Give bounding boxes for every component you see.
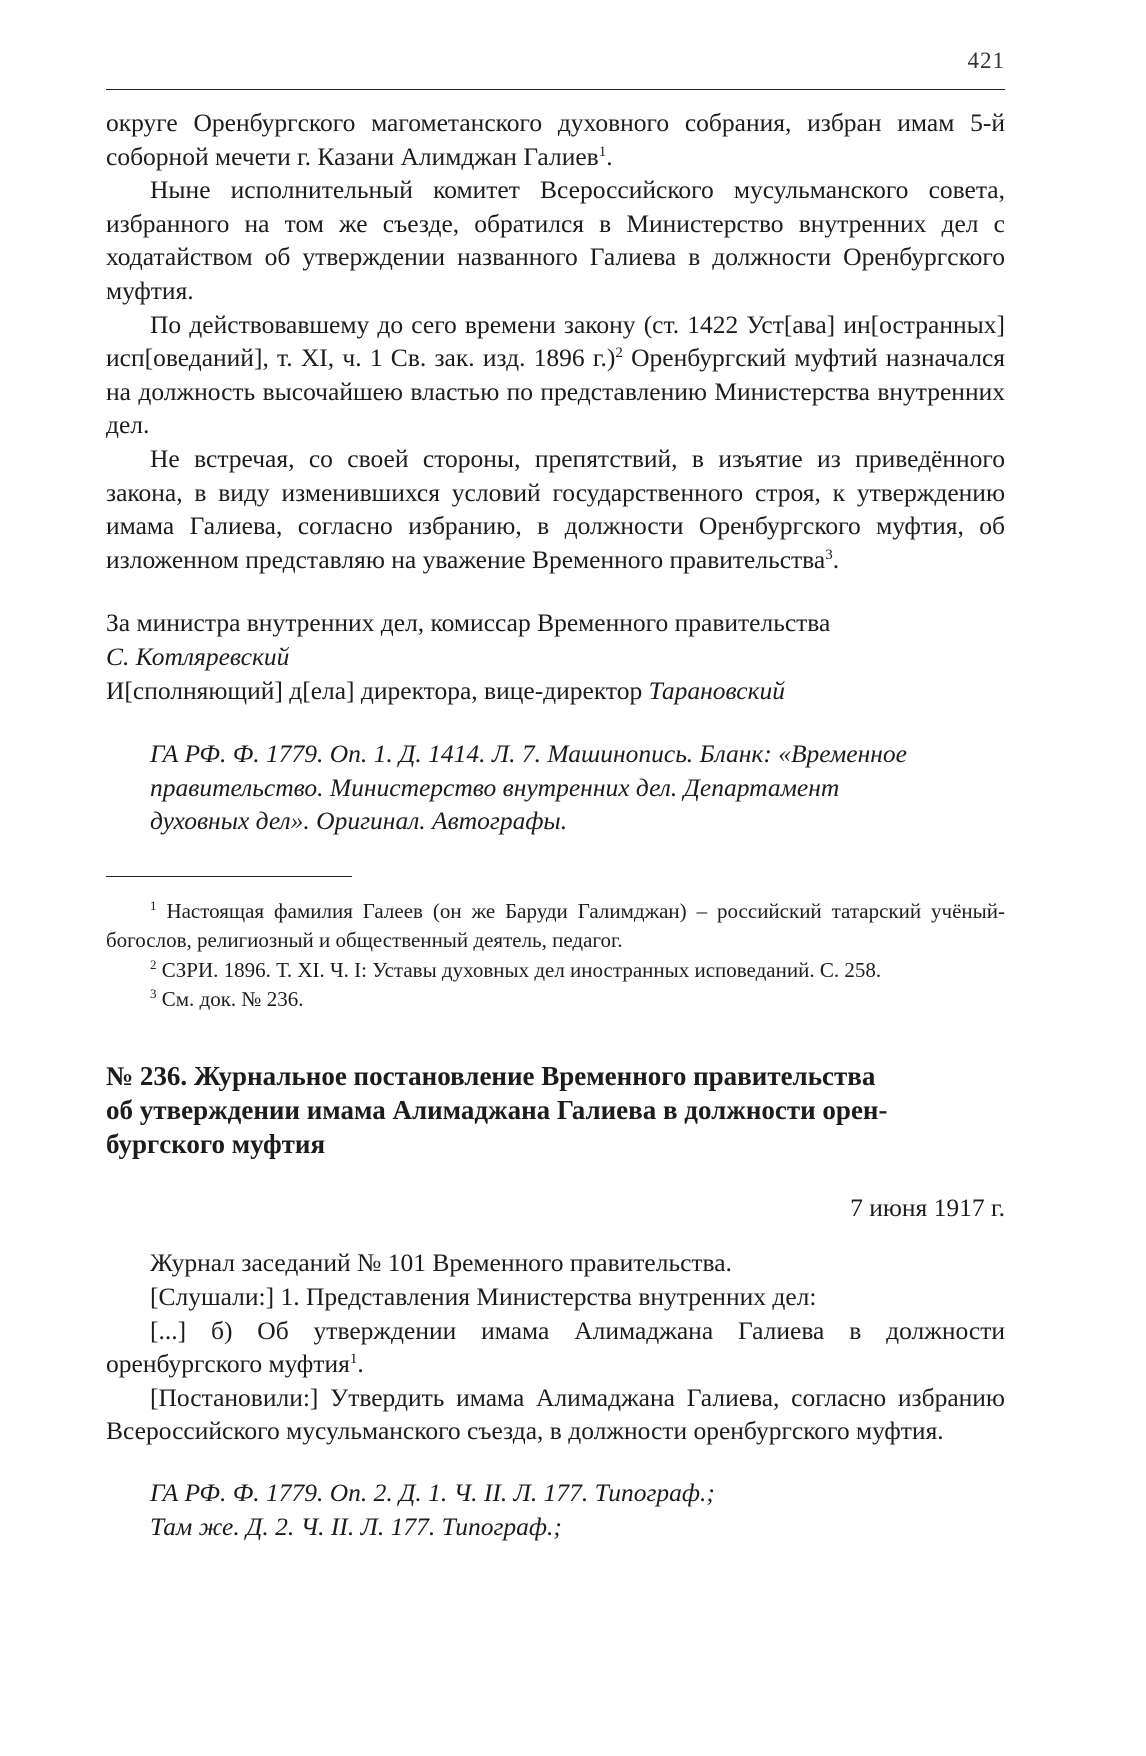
signature-line-3 <box>106 674 1005 708</box>
footnote-3-number: 3 <box>150 986 157 1002</box>
footnote-separator <box>106 876 352 877</box>
signature-name-kotlyarevsky: С. Котляревский <box>106 641 290 671</box>
footnote-1 <box>106 897 1005 956</box>
header-rule <box>106 89 1005 90</box>
archive-1-line-2: правительство. Министерство внутренних дел. Департамент <box>150 772 840 802</box>
signature-line-3-role: И[сполняющий] д[ела] директора, вице-директор <box>106 675 649 705</box>
doc-title-line-3: бургского муфтия <box>106 1128 326 1159</box>
doc-title-line-1: № 236. Журнальное постановление Временного правительства <box>106 1060 876 1091</box>
archive-reference-2 <box>106 1476 1005 1543</box>
journal-footnote-ref: 1 <box>349 1351 358 1368</box>
paragraph-2: Ныне исполнительный комитет Всероссийского мусульманского совета, избранного на том же съезде, обратился в Министерство внутренних дел с ходатайством об утверждении названного Галиева в должности Оренбургского муфтия. <box>106 175 1005 305</box>
archive-reference-1 <box>106 737 1005 838</box>
paragraph-1-end: . <box>606 141 613 171</box>
signature-name-taranovsky: Тарановский <box>648 675 786 705</box>
document-date: 7 июня 1917 г. <box>850 1192 1005 1222</box>
paragraph-1 <box>106 106 1005 173</box>
signature-block <box>106 606 1005 707</box>
footnote-ref-3: 3 <box>825 546 833 563</box>
footnote-1-number: 1 <box>150 897 157 913</box>
paragraph-4-end: . <box>832 544 840 574</box>
journal-line-3 <box>106 1314 1005 1381</box>
document-236-title <box>106 1059 1005 1161</box>
footnote-3 <box>106 985 1005 1015</box>
journal-line-3-text: [...] б) Об утверждении имама Алимаджана Галиева в должности оренбургского муфтия <box>106 1315 1005 1379</box>
paragraph-3 <box>106 308 1005 442</box>
journal-line-2: [Слушали:] 1. Представления Министерства внутренних дел: <box>150 1282 817 1312</box>
paragraph-3-text-a: По действовавшему до сего времени закону (ст. 1422 Уст[ава] ин[остранных] исп[оведаний], т. XI, ч. 1 Св. зак. изд. 1896 г.) <box>106 309 1005 373</box>
journal-entries <box>106 1246 1005 1448</box>
footnote-2-number: 2 <box>150 956 157 972</box>
signature-line-1: За министра внутренних дел, комиссар Временного правительства <box>106 608 831 638</box>
paragraph-4-text: Не встречая, со своей стороны, препятствий, в изъятие из приведённого закона, в виду изменившихся условий государственного строя, к утверждению имама Галиева, согласно избранию, в должности Оренбургского муфтия, об изложенном представляю на уважение Временного правительства <box>106 443 1005 574</box>
footnotes <box>106 897 1005 1015</box>
page-body <box>106 106 1005 1543</box>
journal-line-1: Журнал заседаний № 101 Временного правительства. <box>150 1248 732 1278</box>
doc-title-line-2: об утверждении имама Алимаджана Галиева в должности орен- <box>106 1094 888 1125</box>
footnote-2 <box>106 956 1005 986</box>
footnote-3-text: См. док. № 236. <box>156 987 304 1012</box>
archive-1-line-1: ГА РФ. Ф. 1779. Оп. 1. Д. 1414. Л. 7. Машинопись. Бланк: «Временное <box>150 739 907 769</box>
archive-2-line-2: Там же. Д. 2. Ч. II. Л. 177. Типограф.; <box>150 1511 562 1541</box>
journal-line-3-end: . <box>357 1349 364 1379</box>
archive-1-line-3: духовных дел». Оригинал. Автографы. <box>150 806 568 836</box>
footnote-ref-1: 1 <box>598 143 607 160</box>
footnote-1-text: Настоящая фамилия Галеев (он же Баруди Галимджан) – российский татарский учёный-богослов, религиозный и общественный деятель, педагог. <box>106 898 1005 953</box>
footnote-2-text: СЗРИ. 1896. Т. XI. Ч. I: Уставы духовных дел иностранных исповеданий. С. 258. <box>156 957 882 982</box>
paragraph-1-text: округе Оренбургского магометанского духовного собрания, избран имам 5-й соборной мечети г. Казани Алимджан Галиев <box>106 108 1005 171</box>
page-number: 421 <box>967 48 1005 73</box>
paragraph-4 <box>106 442 1005 576</box>
footnote-ref-2: 2 <box>615 345 623 362</box>
archive-2-line-1: ГА РФ. Ф. 1779. Оп. 2. Д. 1. Ч. II. Л. 177. Типограф.; <box>150 1478 715 1508</box>
paragraph-3-text-b: Оренбургский муфтий назначался на должность высочайшею властью по представлению Министерства внутренних дел. <box>106 343 1005 440</box>
journal-line-4: [Постановили:] Утвердить имама Алимаджана Галиева, согласно избранию Всероссийского мусульманского съезда, в должности оренбургского муфтия. <box>106 1382 1005 1446</box>
